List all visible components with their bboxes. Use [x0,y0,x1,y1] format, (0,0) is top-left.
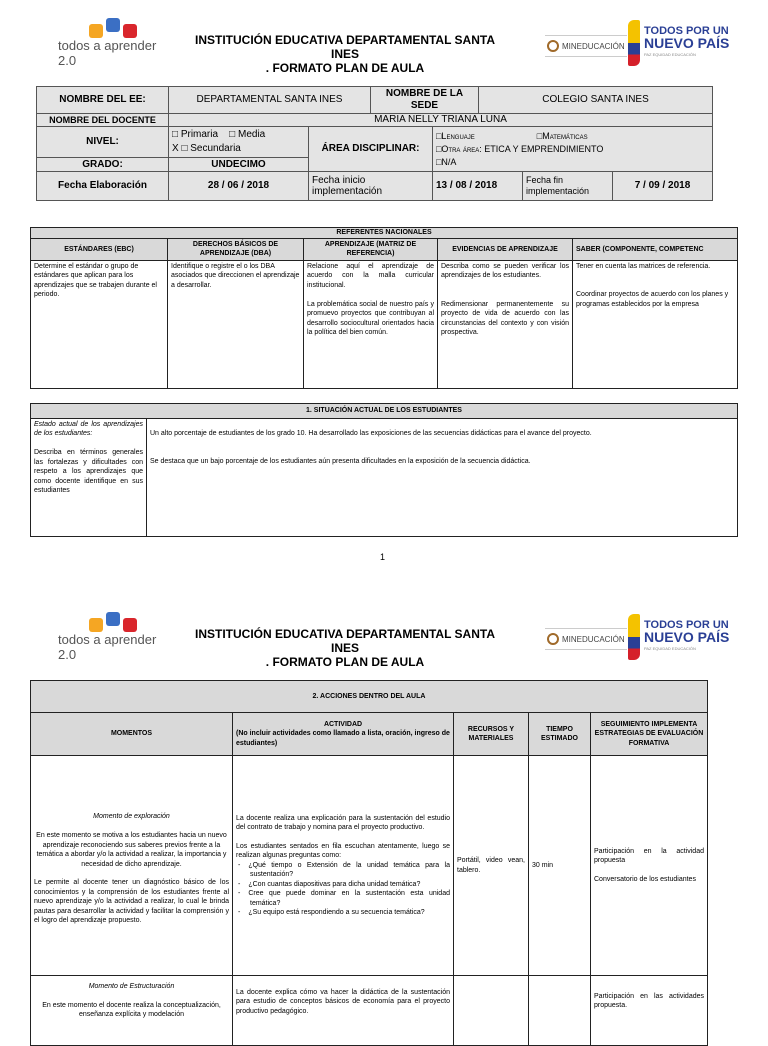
col-aprendizaje: APRENDIZAJE (MATRIZ DE REFERENCIA) [304,239,438,261]
area-lenguaje-checkbox[interactable]: □Lenguaje [436,130,475,141]
fecha-fin-label: Fecha fin implementación [523,172,613,201]
col-momentos: MOMENTOS [31,713,233,756]
seguimiento-cell: Participación en la actividad propuesta Conversatorio de los estudiantes [591,756,708,976]
fecha-fin-value: 7 / 09 / 2018 [613,172,713,201]
col-evidencias: EVIDENCIAS DE APRENDIZAJE [438,239,573,261]
tiempo-cell: 30 min [529,756,591,976]
grado-value: UNDECIMO [169,158,309,172]
list-item: - Cree que puede dominar en la sustentación esta unidad temática? [250,889,450,908]
recursos-cell [454,976,529,1046]
ee-label: NOMBRE DEL EE: [37,87,169,114]
nivel-media-checkbox[interactable]: □ Media [229,129,266,140]
momento-cell: Momento de Estructuración En este momento el docente realiza la conceptualización, enseñanza explícita y modelación [31,976,233,1046]
situacion-instructions: Estado actual de los aprendizajes de los estudiantes: Describa en términos generales las fortalezas y dificultades con respeto a los aprendizajes que como docente identifique en sus estudiantes [31,419,147,537]
col-dba: DERECHOS BÁSICOS DE APRENDIZAJE (DBA) [168,239,304,261]
situacion-actual-table [30,403,738,537]
tiempo-cell [529,976,591,1046]
grado-label: GRADO: [37,158,169,172]
mineducacion-logo: MINEDUCACIÓN [545,35,627,57]
fecha-elaboracion-value: 28 / 06 / 2018 [169,172,309,201]
area-matematicas-checkbox[interactable]: □Matemáticas [536,130,588,141]
document-title-page2: INSTITUCIÓN EDUCATIVA DEPARTAMENTAL SANTA INES . FORMATO PLAN DE AULA [195,627,495,669]
sede-label: NOMBRE DE LA SEDE [371,87,479,114]
todos-a-aprender-logo-page2: todos a aprender 2.0 [58,618,158,676]
list-item: - ¿Su equipo está respondiendo a su secuencia temática? [250,908,450,917]
docente-label: NOMBRE DEL DOCENTE [37,114,169,127]
general-info-table [36,86,713,201]
todos-por-un-nuevo-pais-logo-page2: TODOS POR UN NUEVO PAÍS PAZ EQUIDAD EDUCACIÓN [628,614,729,660]
nivel-primaria-checkbox[interactable]: □ Primaria [172,129,219,140]
table-row [31,756,708,976]
fecha-elaboracion-label: Fecha Elaboración [37,172,169,201]
sede-value: COLEGIO SANTA INES [479,87,713,114]
evidencias-cell: Describa como se pueden verificar los aprendizajes de los estudiantes. Redimensionar permanentemente su proyecto de vida de acuerdo con las circunstancias del contexto y con visión prospectiva. [438,260,573,388]
nivel-secundaria-checkbox[interactable]: X □ Secundaria [172,143,241,154]
mineducacion-logo-page2: MINEDUCACIÓN [545,628,627,650]
referentes-title: REFERENTES NACIONALES [31,228,738,239]
area-options [433,127,713,172]
document-title: INSTITUCIÓN EDUCATIVA DEPARTAMENTAL SANTA INES . FORMATO PLAN DE AULA [195,33,495,75]
referentes-nacionales-table [30,227,738,389]
nivel-options [169,127,309,158]
saber-cell: Tener en cuenta las matrices de referencia. Coordinar proyectos de acuerdo con los planes y programas establecidos por la empresa [573,260,738,388]
actividad-cell: La docente explica cómo va hacer la didáctica de la sustentación para estudio de conceptos básicos de economía para el proyecto productivo pedagógico. [233,976,454,1046]
aprendizaje-cell: Relacione aquí el aprendizaje de acuerdo con la malla curricular institucional. La problemática social de nuestro país y promuevo proyectos que contribuyan al desarrollo sociocultural orientados hacia la política del bien común. [304,260,438,388]
col-tiempo: TIEMPO ESTIMADO [529,713,591,756]
page-number: 1 [380,552,386,562]
area-otra-value: ETICA Y EMPRENDIMIENTO [484,143,604,154]
col-seguimiento: SEGUIMIENTO IMPLEMENTA ESTRATEGIAS DE EVALUACIÓN FORMATIVA [591,713,708,756]
situacion-description: Un alto porcentaje de estudiantes de los grado 10. Ha desarrollado las exposiciones de las secuencias didácticas para el avance del proyecto. Se destaca que un bajo porcentaje de los estudiantes aún presenta dificultades en la exposición de la secuencia didáctica. [147,419,738,537]
actividad-cell: La docente realiza una explicación para la sustentación del estudio del contrato de trabajo y nomina para el proyecto productivo. Los estudiantes sentados en fila escuchan atentamente, luego se realizan algunas preguntas como: - ¿Qué tiempo o Extensión de la unidad temática para la sustentación? - ¿Con cuantas diapositivas para dicha unidad temática? - Cree que puede dominar en la sustentación esta unidad temática? - ¿Su equipo está respondiendo a su secuencia temática? [233,756,454,976]
ee-value: DEPARTAMENTAL SANTA INES [169,87,371,114]
recursos-cell: Portátil, video vean, tablero. [454,756,529,976]
flag-icon [628,20,640,66]
seguimiento-cell: Participación en las actividades propuesta. [591,976,708,1046]
area-na-checkbox[interactable]: □N/A [436,156,457,167]
todos-a-aprender-logo: todos a aprender 2.0 [58,24,158,82]
todos-por-un-nuevo-pais-logo: TODOS POR UN NUEVO PAÍS PAZ EQUIDAD EDUCACIÓN [628,20,729,66]
acciones-title: 2. ACCIONES DENTRO DEL AULA [31,681,708,713]
fecha-inicio-value: 13 / 08 / 2018 [433,172,523,201]
estandares-cell: Determine el estándar o grupo de estándares que aplican para los aprendizajes que se trabajen durante el periodo. [31,260,168,388]
col-estandares: ESTÁNDARES (EBC) [31,239,168,261]
area-otra-checkbox[interactable]: □Otra área: [436,143,482,154]
acciones-aula-table [30,680,708,1046]
table-row [31,976,708,1046]
list-item: - ¿Con cuantas diapositivas para dicha unidad temática? [250,880,450,889]
seal-icon [547,40,559,52]
nivel-label: NIVEL: [37,127,169,158]
momento-cell: Momento de exploración En este momento se motiva a los estudiantes hacia un nuevo aprendizaje reconociendo sus saberes previos frente a la temática a abordar y/o la actividad a realizar, la importancia y necesidad de dicho aprendizaje. Le permite al docente tener un diagnóstico básico de los conocimientos y la comprensión de los estudiantes frente al nuevo aprendizaje y/o la actividad a realizar, lo cual le brinda pautas para desarrollar la actividad y facilitar la comprensión y el logro del aprendizaje propuesto. [31,756,233,976]
fecha-inicio-label: Fecha inicio implementación [309,172,433,201]
situacion-title: 1. SITUACIÓN ACTUAL DE LOS ESTUDIANTES [31,404,738,419]
col-saber: SABER (COMPONENTE, COMPETENC [573,239,738,261]
seal-icon [547,633,559,645]
list-item: - ¿Qué tiempo o Extensión de la unidad temática para la sustentación? [250,861,450,880]
dba-cell: Identifique o registre el o los DBA asociados que direccionen el aprendizaje a desarrollar. [168,260,304,388]
area-label: ÁREA DISCIPLINAR: [309,127,433,172]
docente-value: MARIA NELLY TRIANA LUNA [169,114,713,127]
col-actividad: ACTIVIDAD (No incluir actividades como llamado a lista, oración, ingreso de estudiantes) [233,713,454,756]
col-recursos: RECURSOS Y MATERIALES [454,713,529,756]
flag-icon [628,614,640,660]
